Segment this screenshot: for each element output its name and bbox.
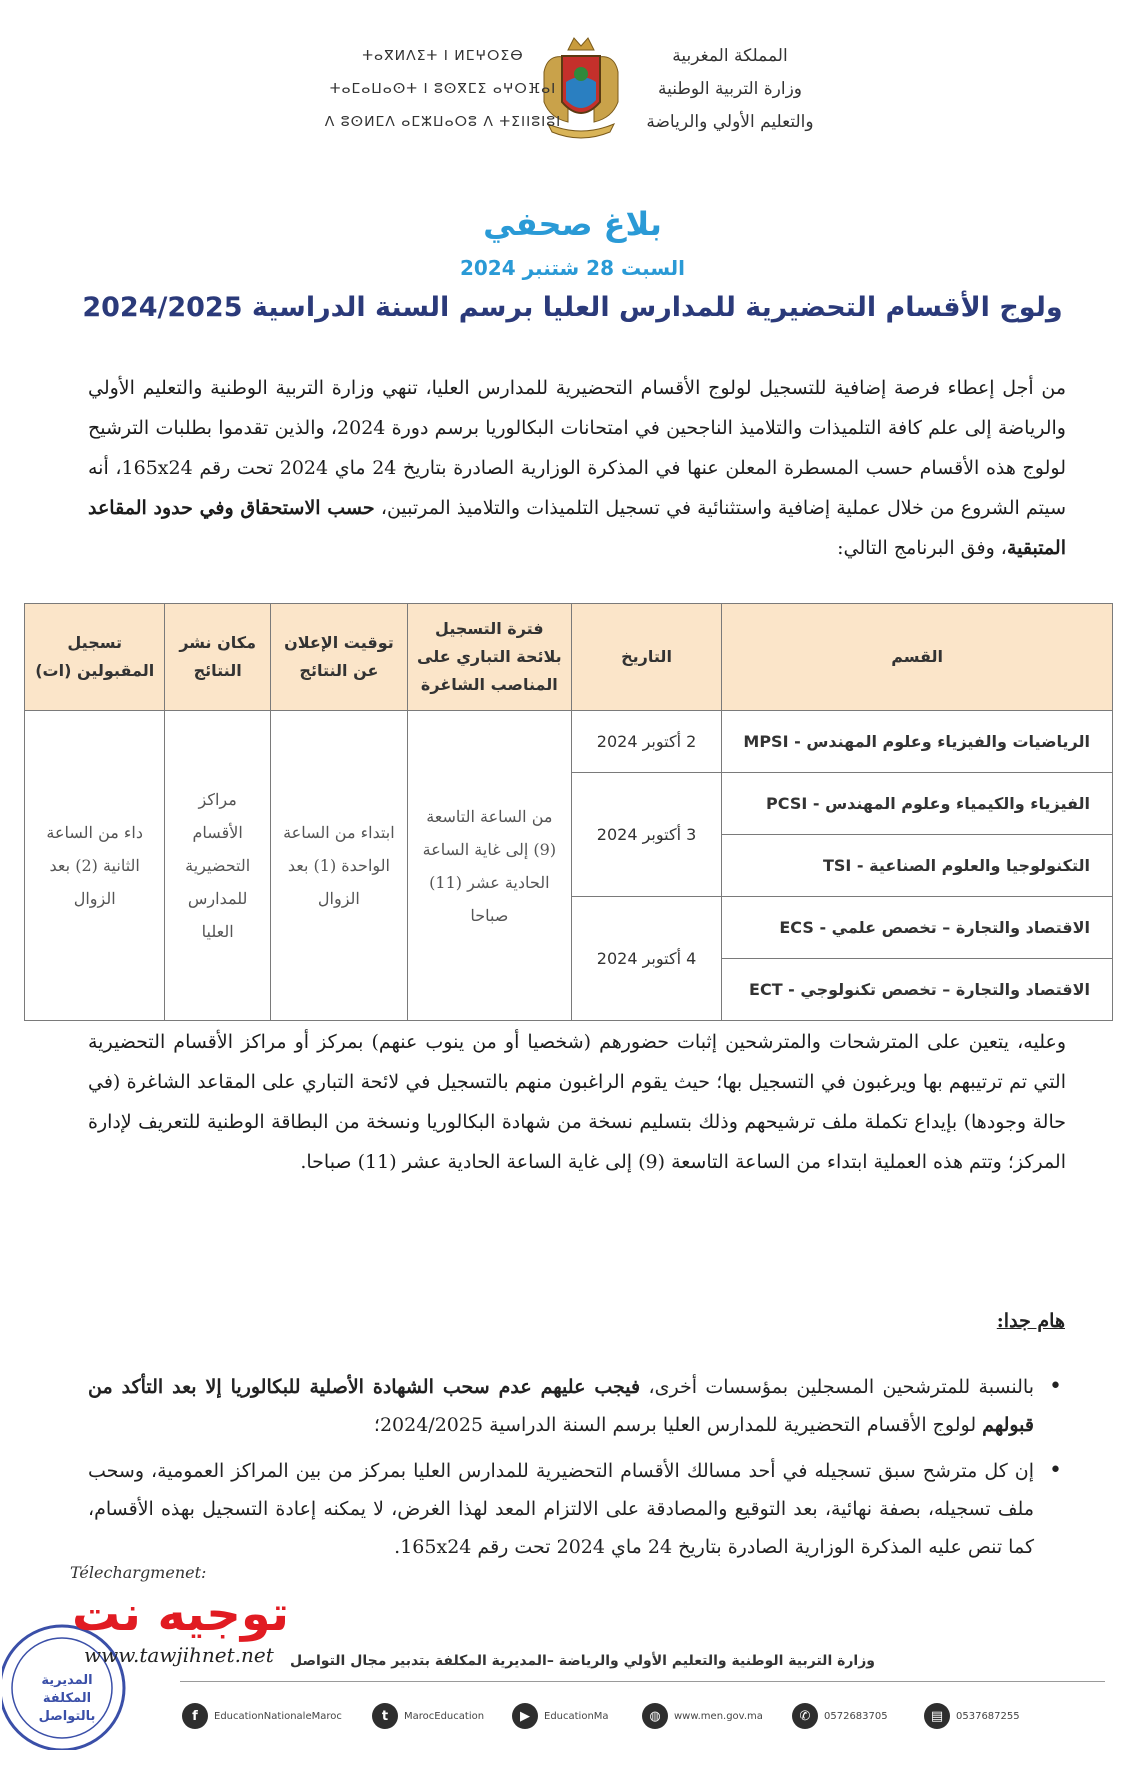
social-label: 0537687255 — [956, 1710, 1020, 1722]
col-section: القسم — [722, 604, 1113, 711]
schedule-table — [24, 603, 1113, 1021]
footer-ministry-line: وزارة التربية الوطنية والتعليم الأولي والرياضة –المديرية المكلفة بتدبير مجال التواصل — [289, 1653, 875, 1669]
col-admitted-registration: تسجيل المقبولين (ات) — [25, 604, 165, 711]
social-twitter[interactable] — [372, 1696, 484, 1736]
tifinagh-line-2: ⵜⴰⵎⴰⵡⴰⵙⵜ ⵏ ⵓⵙⴳⵎⵉ ⴰⵖⵔⴼⴰⵏ — [329, 81, 557, 97]
document-headline: ولوج الأقسام التحضيرية للمدارس العليا برسم السنة الدراسية 2024/2025 — [82, 292, 1063, 323]
social-fax[interactable] — [924, 1696, 1020, 1736]
phone-icon: ✆ — [792, 1703, 818, 1729]
section-ect: الاقتصاد والتجارة – تخصص تكنولوجي - ECT — [722, 959, 1113, 1021]
bullet1-text: بالنسبة للمترشحين المسجلين بمؤسسات أخرى، — [640, 1376, 1034, 1398]
document-title: بلاغ صحفي — [483, 205, 662, 243]
facebook-icon: f — [182, 1703, 208, 1729]
col-results-place: مكان نشر النتائج — [165, 604, 271, 711]
document-date: السبت 28 شتنبر 2024 — [459, 256, 686, 280]
date-cell: 2 أكتوبر 2024 — [571, 711, 721, 773]
col-announcement-time: توقيت الإعلان عن النتائج — [270, 604, 407, 711]
procedure-paragraph: وعليه، يتعين على المترشحات والمترشحين إثبات حضورهم (شخصيا أو من ينوب عنهم) بمركز أو مراكز الأقسام التحضيرية التي تم ترتيبهم بها ويرغبون في التسجيل بها؛ حيث يقوم الراغبون منهم بالتسجيل في لائحة التباري على المقاعد الشاغرة (في حالة وجودها) بإيداع تكملة ملف ترشيحهم وذلك بتسليم نسخة من شهادة البكالوريا ونسخة من البطاقة الوطنية للتعريف لإدارة المركز؛ وتتم هذه العملية ابتداء من الساعة التاسعة (9) إلى غاية الساعة الحادية عشر (11) صباحا. — [88, 1031, 1066, 1173]
social-label: 0572683705 — [824, 1710, 888, 1722]
kingdom-line: المملكة المغربية — [672, 46, 788, 66]
bullet1-end: لولوج الأقسام التحضيرية للمدارس العليا برسم السنة الدراسية 2024/2025؛ — [373, 1414, 983, 1436]
important-bullet-1 — [88, 1368, 1034, 1444]
registration-period-cell: من الساعة التاسعة (9) إلى غاية الساعة الحادية عشر (11) صباحا — [407, 711, 571, 1021]
intro-emphasis: حسب الاستحقاق وفي حدود المقاعد المتبقية — [88, 497, 1066, 559]
table-header-row — [25, 604, 1113, 711]
fax-icon: ▤ — [924, 1703, 950, 1729]
intro-end: ، وفق البرنامج التالي: — [837, 537, 1007, 559]
ministry-line-1: وزارة التربية الوطنية — [657, 79, 803, 99]
admitted-registration-cell: داء من الساعة الثانية (2) بعد الزوال — [25, 711, 165, 1021]
section-mpsi: الرياضيات والفيزياء وعلوم المهندس - MPSI — [722, 711, 1113, 773]
site-url[interactable]: www.tawjihnet.net — [84, 1643, 274, 1667]
ministry-line-2: والتعليم الأولي والرياضة — [646, 112, 814, 132]
social-label: EducationMa — [544, 1710, 609, 1722]
table-row — [25, 711, 1113, 773]
globe-icon: ◍ — [642, 1703, 668, 1729]
youtube-icon: ▶ — [512, 1703, 538, 1729]
social-youtube[interactable] — [512, 1696, 609, 1736]
ministry-name-tifinagh — [318, 40, 568, 139]
social-label: www.men.gov.ma — [674, 1710, 763, 1722]
social-label: MarocEducation — [404, 1710, 485, 1722]
social-label: EducationNationaleMaroc — [214, 1710, 342, 1722]
social-facebook[interactable] — [182, 1696, 342, 1736]
intro-paragraph — [88, 368, 1066, 568]
important-heading: هام جدا: — [996, 1310, 1065, 1332]
bullet1-emphasis: فيجب عليهم عدم سحب الشهادة الأصلية للبكالوريا إلا بعد التأكد من قبولهم — [88, 1376, 1034, 1436]
download-label: Télechargmenet: — [70, 1563, 207, 1582]
twitter-icon: t — [372, 1703, 398, 1729]
section-pcsi: الفيزياء والكيمياء وعلوم المهندس - PCSI — [722, 773, 1113, 835]
section-tsi: التكنولوجيا والعلوم الصناعية - TSI — [722, 835, 1113, 897]
intro-text: من أجل إعطاء فرصة إضافية للتسجيل لولوج الأقسام التحضيرية للمدارس العليا، تنهي وزارة التربية الوطنية والتعليم الأولي والرياضة إلى علم كافة التلميذات والتلاميذ الناجحين في امتحانات البكالوريا برسم دورة 2024، والذين تقدموا بطلبات الترشيح لولوج هذه الأقسام حسب المسطرة المعلن عنها في المذكرة الوزارية الصادرة بتاريخ 24 ماي 2024 تحت رقم 165x24، أنه سيتم الشروع من خلال عملية إضافية واستثنائية في تسجيل التلميذات والتلاميذ المرتبين، — [88, 377, 1067, 519]
date-cell: 4 أكتوبر 2024 — [571, 897, 721, 1021]
social-phone[interactable] — [792, 1696, 888, 1736]
footer-divider — [180, 1681, 1105, 1682]
date-cell: 3 أكتوبر 2024 — [571, 773, 721, 897]
ministry-name-arabic — [615, 40, 845, 139]
tifinagh-line-3: ⴷ ⵓⵙⵍⵎⴷ ⴰⵎⵣⵡⴰⵔⵓ ⴷ ⵜⵉⵏⵏⵓⵏⵓⵏ — [324, 114, 562, 130]
brand-logo: توجيه نت — [72, 1586, 289, 1642]
announcement-time-cell: ابتداء من الساعة الواحدة (1) بعد الزوال — [270, 711, 407, 1021]
tifinagh-line-1: ⵜⴰⴳⵍⴷⵉⵜ ⵏ ⵍⵎⵖⵔⵉⴱ — [362, 48, 524, 64]
col-date: التاريخ — [571, 604, 721, 711]
results-place-cell: مراكز الأقسام التحضيرية للمدارس العليا — [165, 711, 271, 1021]
section-ecs: الاقتصاد والتجارة – تخصص علمي - ECS — [722, 897, 1113, 959]
col-registration-period: فترة التسجيل بلائحة التباري على المناصب الشاغرة — [407, 604, 571, 711]
stamp-text: المديرية المكلفة بالتواصل — [38, 1673, 96, 1724]
social-website[interactable] — [642, 1696, 763, 1736]
important-bullet-2: • إن كل مترشح سبق تسجيله في أحد مسالك الأقسام التحضيرية للمدارس العليا بمركز من بين المراكز العمومية، وسحب ملف تسجيله، بصفة نهائية، بعد التوقيع والمصادقة على الالتزام المعد لهذا الغرض، لا يمكنه إعادة التسجيل بهذه الأقسام، كما تنص عليه المذكرة الوزارية الصادرة بتاريخ 24 ماي 2024 تحت رقم 165x24. — [88, 1452, 1034, 1566]
